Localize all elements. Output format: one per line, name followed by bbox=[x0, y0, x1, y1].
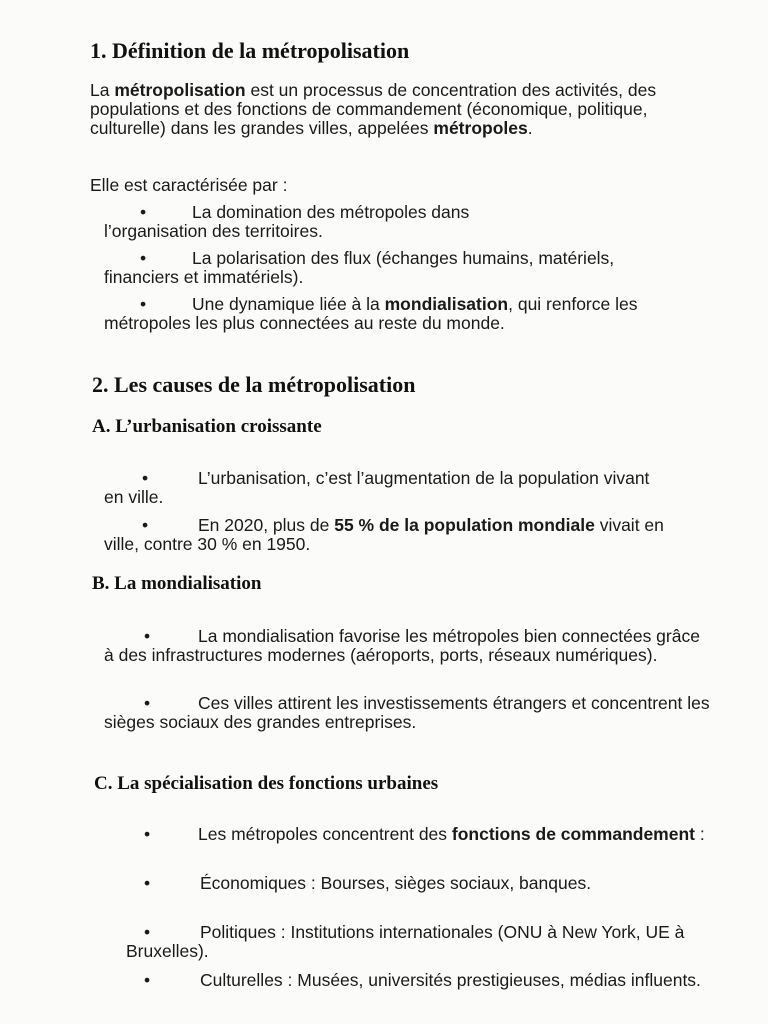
bullet-icon: • bbox=[144, 693, 151, 713]
bullet-icon: • bbox=[144, 824, 151, 844]
list-item: • Une dynamique liée à la mondialisation, qui renforce les métropoles les plus connectées au reste du monde. bbox=[104, 294, 638, 333]
section-2-title: 2. Les causes de la métropolisation bbox=[92, 372, 416, 397]
list-item: • La domination des métropoles dans l’organisation des territoires. bbox=[104, 202, 470, 241]
list-item: • Culturelles : Musées, universités prestigieuses, médias influents. bbox=[126, 971, 706, 990]
bullet-icon: • bbox=[140, 202, 147, 222]
list-item: • Les métropoles concentrent des fonctions de commandement : bbox=[106, 825, 706, 844]
bullet-icon: • bbox=[144, 626, 151, 646]
bullet-icon: • bbox=[144, 970, 151, 990]
bullet-icon: • bbox=[140, 248, 147, 268]
bullet-icon: • bbox=[144, 922, 151, 942]
section-1-title: 1. Définition de la métropolisation bbox=[90, 38, 410, 63]
section-1-intro: La métropolisation est un processus de concentration des activités, des populations et des fonctions de commandement (économique, politique, culturelle) dans les grandes villes, appelées métropoles. bbox=[90, 80, 657, 138]
subsection-a-title: A. L’urbanisation croissante bbox=[92, 416, 322, 437]
list-item: • La mondialisation favorise les métropoles bien connectées grâce à des infrastructures modernes (aéroports, ports, réseaux numériques). bbox=[104, 626, 700, 665]
list-item: • Ces villes attirent les investissements étrangers et concentrent les sièges sociaux des grandes entreprises. bbox=[104, 693, 710, 732]
section-1-lead: Elle est caractérisée par : bbox=[90, 175, 288, 195]
subsection-b-title: B. La mondialisation bbox=[92, 573, 262, 594]
bullet-icon: • bbox=[140, 294, 147, 314]
list-item: • Économiques : Bourses, sièges sociaux, banques. bbox=[126, 874, 626, 893]
list-item: • L’urbanisation, c’est l’augmentation de la population vivant en ville. bbox=[104, 468, 650, 507]
bullet-icon: • bbox=[142, 515, 149, 535]
list-item: • La polarisation des flux (échanges humains, matériels, financiers et immatériels). bbox=[104, 248, 615, 287]
list-item: • Politiques : Institutions internationales (ONU à New York, UE à Bruxelles). bbox=[126, 922, 685, 961]
subsection-c-title: C. La spécialisation des fonctions urbaines bbox=[94, 773, 439, 794]
bullet-icon: • bbox=[144, 873, 151, 893]
bullet-icon: • bbox=[142, 468, 149, 488]
list-item: • En 2020, plus de 55 % de la population mondiale vivait en ville, contre 30 % en 1950. bbox=[104, 515, 664, 554]
